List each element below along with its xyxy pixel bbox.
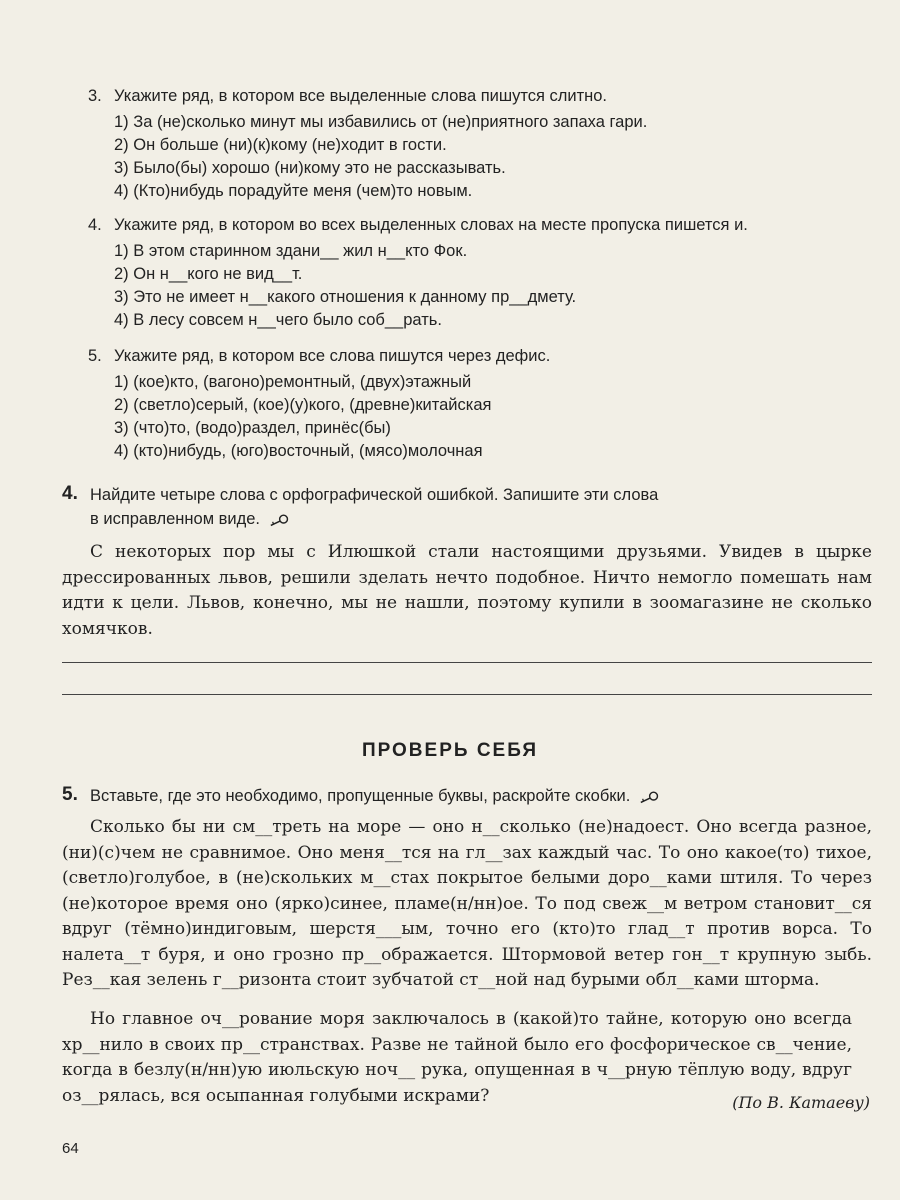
q5-option-4: 4) (кто)нибудь, (юго)восточный, (мясо)молочная (114, 442, 483, 460)
task4-text: С некоторых пор мы с Илюшкой стали настоящими друзьями. Увидев в цырке дрессированных львов, решили зделать нечто подобное. Ничто немогло помешать нам идти к цели. Львов, конечно, мы не нашли, поэтому купили в зоомагазине не сколько хомячков. (62, 542, 872, 639)
q4-option-1: 1) В этом старинном здани__ жил н__кто Фок. (114, 242, 468, 260)
q3-question: Укажите ряд, в котором все выделенные слова пишутся слитно. (114, 87, 608, 105)
section-title: ПРОВЕРЬ СЕБЯ (361, 740, 539, 761)
answer-line-1[interactable] (62, 662, 872, 663)
q5-option-3: 3) (что)то, (водо)раздел, принёс(бы) (114, 419, 391, 437)
q5-question: Укажите ряд, в котором все слова пишутся через дефис. (114, 347, 551, 365)
q3-number: 3. (88, 87, 102, 105)
q4-question: Укажите ряд, в котором во всех выделенных словах на месте пропуска пишется и. (114, 216, 748, 234)
q3-option-3: 3) Было(бы) хорошо (ни)кому это не рассказывать. (114, 159, 506, 177)
q4-option-4: 4) В лесу совсем н__чего было соб__рать. (114, 311, 442, 329)
q5-number: 5. (88, 347, 102, 365)
task4-instruction-line1: Найдите четыре слова с орфографической ошибкой. Запишите эти слова (90, 486, 659, 504)
task5-number: 5. (62, 784, 78, 805)
task5-paragraph-2: Но главное оч__рование моря заключалось в (какой)то тайне, которую оно всегда хр__нило в своих пр__странствах. Разве не тайной было его фосфорическое св__чение, когда в безлу(н/нн)ую июльскую ноч__ рука, опущенная в ч__рную тёплую воду, вдруг оз__рялась, вся осыпанная голубыми искрами? (62, 1009, 852, 1106)
answer-line-2[interactable] (62, 694, 872, 695)
task4-number: 4. (62, 483, 78, 504)
q4-option-3: 3) Это не имеет н__какого отношения к данному пр__дмету. (114, 288, 577, 306)
q4-number: 4. (88, 216, 102, 234)
q5-option-1: 1) (кое)кто, (вагоно)ремонтный, (двух)этажный (114, 373, 472, 391)
page-number: 64 (62, 1140, 79, 1157)
q4-option-2: 2) Он н__кого не вид__т. (114, 265, 303, 283)
q3-option-1: 1) За (не)сколько минут мы избавились от (не)приятного запаха гари. (114, 113, 648, 131)
task4-instruction-line2-text: в исправленном виде. (90, 510, 260, 528)
key-icon (269, 513, 289, 527)
source-attribution: (По В. Катаеву) (732, 1093, 870, 1112)
key-icon (639, 790, 659, 804)
task5-paragraph-1: Сколько бы ни см__треть на море — оно н__сколько (не)надоест. Оно всегда разное, (ни)(с)чем не сравнимое. Оно меня__тся на гл__зах каждый час. То оно какое(то) тихое, (светло)голубое, в (не)скольких м__стах покрытое белыми доро__ками штиля. То через (не)которое время оно (ярко)синее, пламе(н/нн)ое. То под свеж__м ветром становит__ся вдруг (тёмно)индиговым, шерстя___ым, точно его (кто)то глад__т против ворса. То налета__т буря, и оно грозно пр__ображается. Штормовой ветер гон__т крупную зыбь. Рез__кая зелень г__ризонта стоит зубчатой ст__ной над бурыми обл__ками шторма. (62, 817, 872, 990)
q5-option-2: 2) (светло)серый, (кое)(у)кого, (древне)китайская (114, 396, 492, 414)
task4-instruction-line2 (90, 508, 289, 530)
task5-instruction (90, 785, 659, 807)
task5-instruction-text: Вставьте, где это необходимо, пропущенные буквы, раскройте скобки. (90, 787, 631, 805)
q3-option-2: 2) Он больше (ни)(к)кому (не)ходит в гости. (114, 136, 447, 154)
q3-option-4: 4) (Кто)нибудь порадуйте меня (чем)то новым. (114, 182, 473, 200)
